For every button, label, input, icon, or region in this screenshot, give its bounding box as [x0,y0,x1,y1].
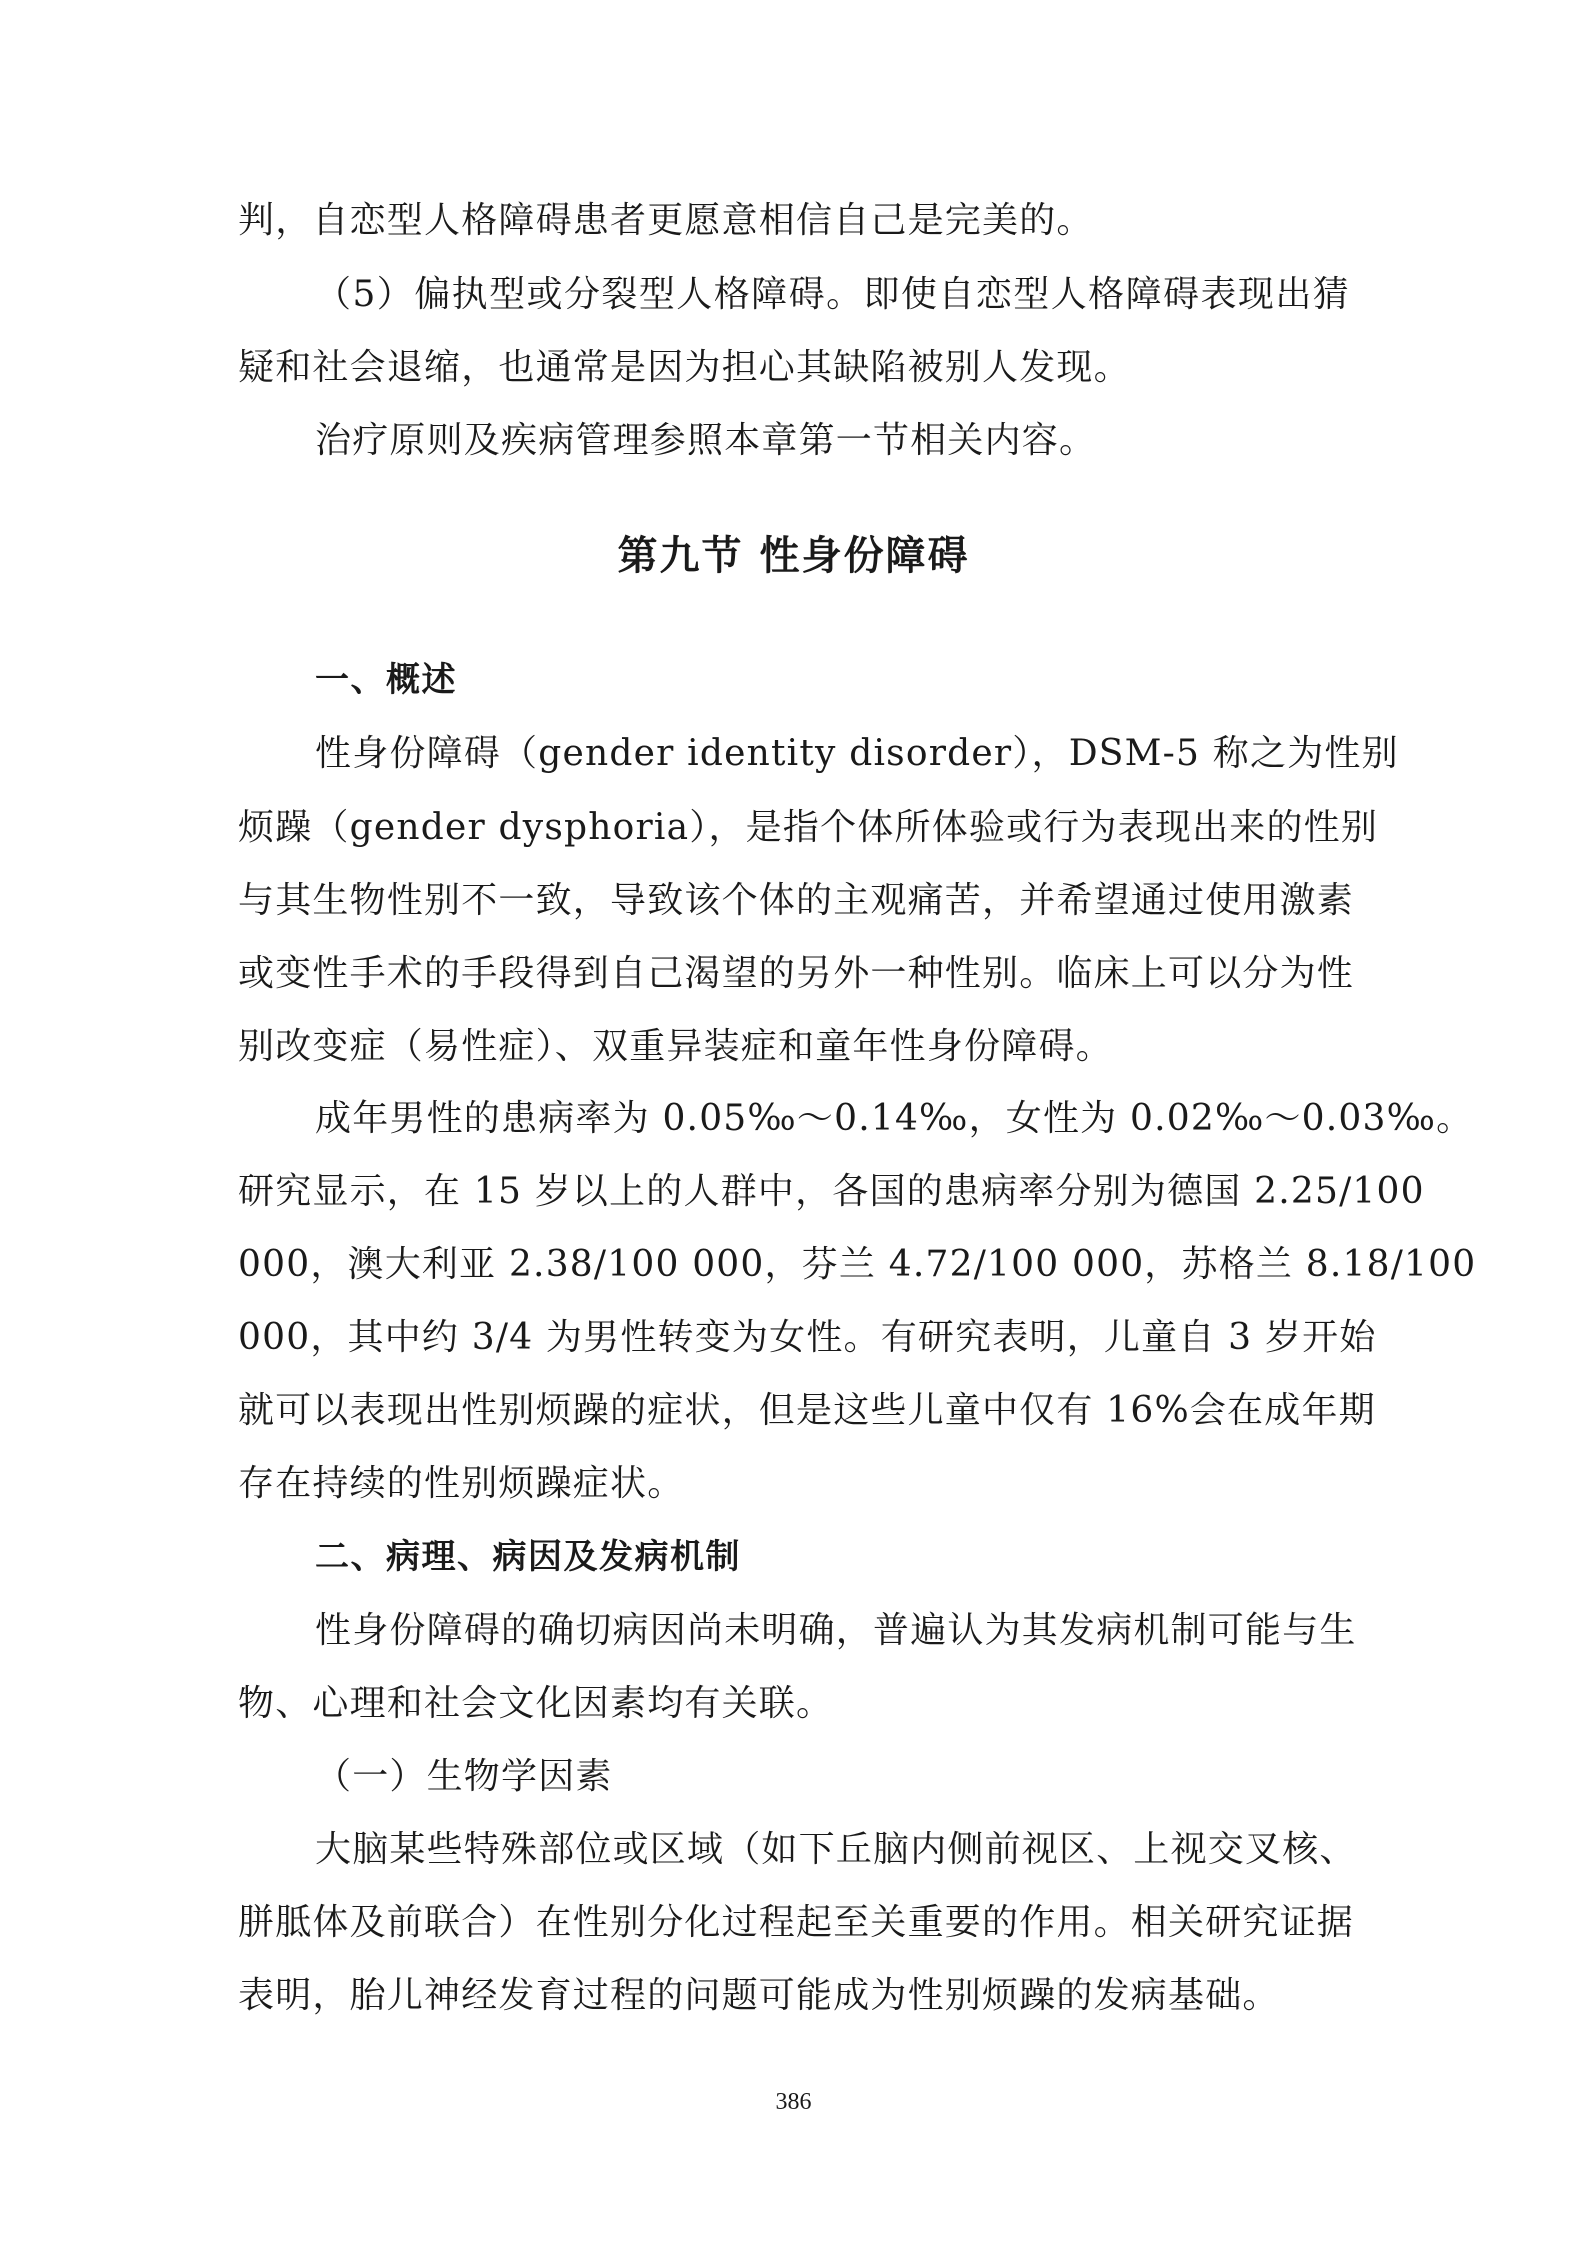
heading-overview: 一、概述 [315,660,457,700]
text-line: 判，自恋型人格障碍患者更愿意相信自己是完美的。 [238,200,1094,241]
subheading-biological-factors: （一）生物学因素 [315,1756,613,1797]
text-line: 别改变症（易性症）、双重异装症和童年性身份障碍。 [238,1026,1113,1067]
text-line: 000，澳大利亚 2.38/100 000，芬兰 4.72/100 000，苏格兰 8.18/100 [238,1244,1477,1285]
text-line: （5）偏执型或分裂型人格障碍。即使自恋型人格障碍表现出猜 [315,274,1350,315]
text-line: 性身份障碍的确切病因尚未明确，普遍认为其发病机制可能与生 [315,1610,1357,1651]
text-line: 物、心理和社会文化因素均有关联。 [238,1683,834,1724]
text-line: 就可以表现出性别烦躁的症状，但是这些儿童中仅有 16%会在成年期 [238,1390,1376,1431]
text-line: 与其生物性别不一致，导致该个体的主观痛苦，并希望通过使用激素 [238,880,1355,921]
text-line: 性身份障碍（gender identity disorder），DSM-5 称之为性别 [315,733,1399,774]
text-line: 成年男性的患病率为 0.05‰～0.14‰，女性为 0.02‰～0.03‰。 [315,1098,1474,1139]
text-line: 或变性手术的手段得到自己渴望的另外一种性别。临床上可以分为性 [238,953,1355,994]
text-line: 000，其中约 3/4 为男性转变为女性。有研究表明，儿童自 3 岁开始 [238,1317,1377,1358]
text-line: 大脑某些特殊部位或区域（如下丘脑内侧前视区、上视交叉核、 [315,1829,1357,1870]
text-line: 表明，胎儿神经发育过程的问题可能成为性别烦躁的发病基础。 [238,1975,1280,2016]
text-line: 疑和社会退缩，也通常是因为担心其缺陷被别人发现。 [238,347,1131,388]
section-title: 第九节 性身份障碍 [617,533,970,579]
heading-pathology: 二、病理、病因及发病机制 [315,1537,741,1577]
text-line: 治疗原则及疾病管理参照本章第一节相关内容。 [315,420,1097,461]
text-line: 研究显示，在 15 岁以上的人群中，各国的患病率分别为德国 2.25/100 [238,1171,1425,1212]
text-line: 存在持续的性别烦躁症状。 [238,1463,685,1504]
text-line: 胼胝体及前联合）在性别分化过程起至关重要的作用。相关研究证据 [238,1902,1355,1943]
page-number: 386 [775,2089,812,2115]
text-line: 烦躁（gender dysphoria），是指个体所体验或行为表现出来的性别 [238,807,1379,848]
